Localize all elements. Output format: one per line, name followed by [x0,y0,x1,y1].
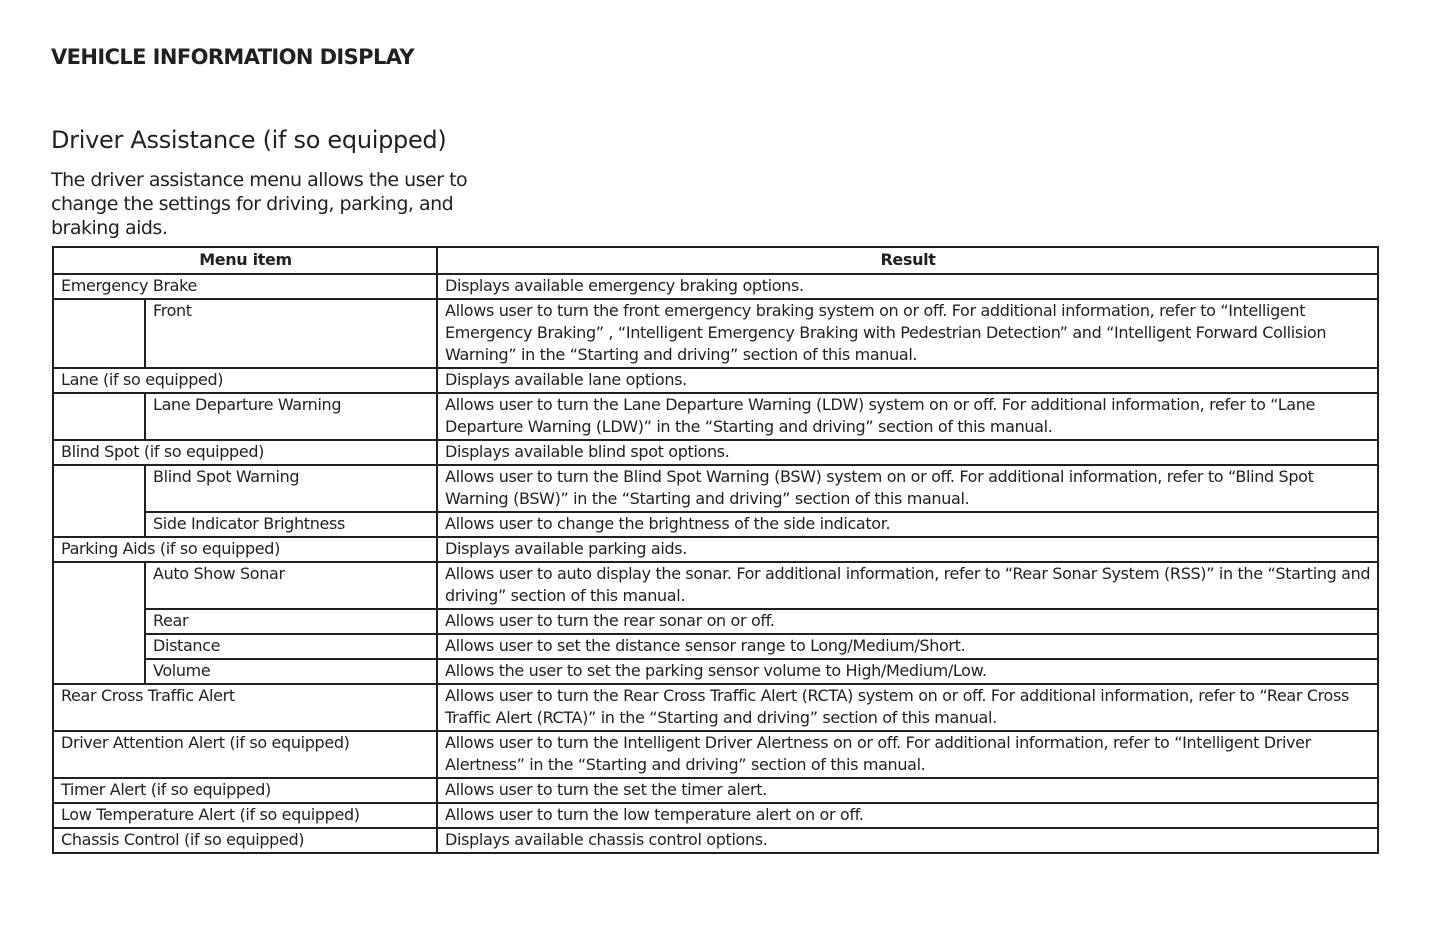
result-cell: Allows user to set the distance sensor range to Long/Medium/Short. [437,634,1378,659]
page-heading: VEHICLE INFORMATION DISPLAY [51,45,414,69]
result-cell: Allows user to turn the low temperature alert on or off. [437,803,1378,828]
result-cell: Allows user to turn the Lane Departure Warning (LDW) system on or off. For additional information, refer to “Lane Departure Warning (LDW)” in the “Starting and driving” section of this manual. [437,393,1378,440]
table-row [53,274,1378,299]
menu-item-cell: Emergency Brake [53,274,437,299]
submenu-item-cell: Front [145,299,437,368]
menu-item-cell: Low Temperature Alert (if so equipped) [53,803,437,828]
result-cell: Allows user to turn the Blind Spot Warning (BSW) system on or off. For additional information, refer to “Blind Spot Warning (BSW)” in the “Starting and driving” section of this manual. [437,465,1378,512]
result-cell: Allows user to change the brightness of the side indicator. [437,512,1378,537]
table-row [53,634,1378,659]
result-cell: Allows user to turn the set the timer alert. [437,778,1378,803]
table-header-row [53,247,1378,274]
submenu-item-cell: Lane Departure Warning [145,393,437,440]
submenu-item-cell: Auto Show Sonar [145,562,437,609]
submenu-item-cell: Rear [145,609,437,634]
table-row [53,465,1378,512]
table-row [53,537,1378,562]
table-row [53,731,1378,778]
table-row [53,684,1378,731]
menu-item-cell: Chassis Control (if so equipped) [53,828,437,853]
menu-item-cell: Blind Spot (if so equipped) [53,440,437,465]
table-row [53,659,1378,684]
driver-assistance-table [52,246,1379,854]
result-cell: Allows user to turn the Intelligent Driver Alertness on or off. For additional information, refer to “Intelligent Driver Alertness” in the “Starting and driving” section of this manual. [437,731,1378,778]
table-row [53,609,1378,634]
table-row [53,562,1378,609]
submenu-item-cell: Distance [145,634,437,659]
result-cell: Displays available lane options. [437,368,1378,393]
table-row [53,512,1378,537]
submenu-item-cell: Side Indicator Brightness [145,512,437,537]
indent-cell [53,393,145,440]
result-cell: Allows user to turn the front emergency braking system on or off. For additional information, refer to “Intelligent Emergency Braking” , “Intelligent Emergency Braking with Pedestrian Detection” and “Intelligent Forward Collision Warning” in the “Starting and driving” section of this manual. [437,299,1378,368]
result-header: Result [437,247,1378,274]
submenu-item-cell: Volume [145,659,437,684]
intro-paragraph: The driver assistance menu allows the user to change the settings for driving, parking, and braking aids. [51,169,468,239]
menu-item-header: Menu item [53,247,437,274]
result-cell: Allows user to turn the Rear Cross Traffic Alert (RCTA) system on or off. For additional information, refer to “Rear Cross Traffic Alert (RCTA)” in the “Starting and driving” section of this manual. [437,684,1378,731]
table-row [53,828,1378,853]
result-cell: Displays available parking aids. [437,537,1378,562]
table-row [53,803,1378,828]
result-cell: Allows user to turn the rear sonar on or off. [437,609,1378,634]
table-row [53,299,1378,368]
result-cell: Displays available blind spot options. [437,440,1378,465]
indent-cell [53,299,145,368]
menu-item-cell: Rear Cross Traffic Alert [53,684,437,731]
result-cell: Displays available chassis control options. [437,828,1378,853]
result-cell: Allows the user to set the parking sensor volume to High/Medium/Low. [437,659,1378,684]
submenu-item-cell: Blind Spot Warning [145,465,437,512]
menu-item-cell: Parking Aids (if so equipped) [53,537,437,562]
menu-item-cell: Driver Attention Alert (if so equipped) [53,731,437,778]
menu-item-cell: Lane (if so equipped) [53,368,437,393]
result-cell: Allows user to auto display the sonar. For additional information, refer to “Rear Sonar System (RSS)” in the “Starting and driving” section of this manual. [437,562,1378,609]
table-row [53,393,1378,440]
indent-cell [53,465,145,537]
table-row [53,440,1378,465]
menu-item-cell: Timer Alert (if so equipped) [53,778,437,803]
result-cell: Displays available emergency braking options. [437,274,1378,299]
section-title: Driver Assistance (if so equipped) [51,126,447,154]
indent-cell [53,562,145,684]
table-row [53,368,1378,393]
table-row [53,778,1378,803]
